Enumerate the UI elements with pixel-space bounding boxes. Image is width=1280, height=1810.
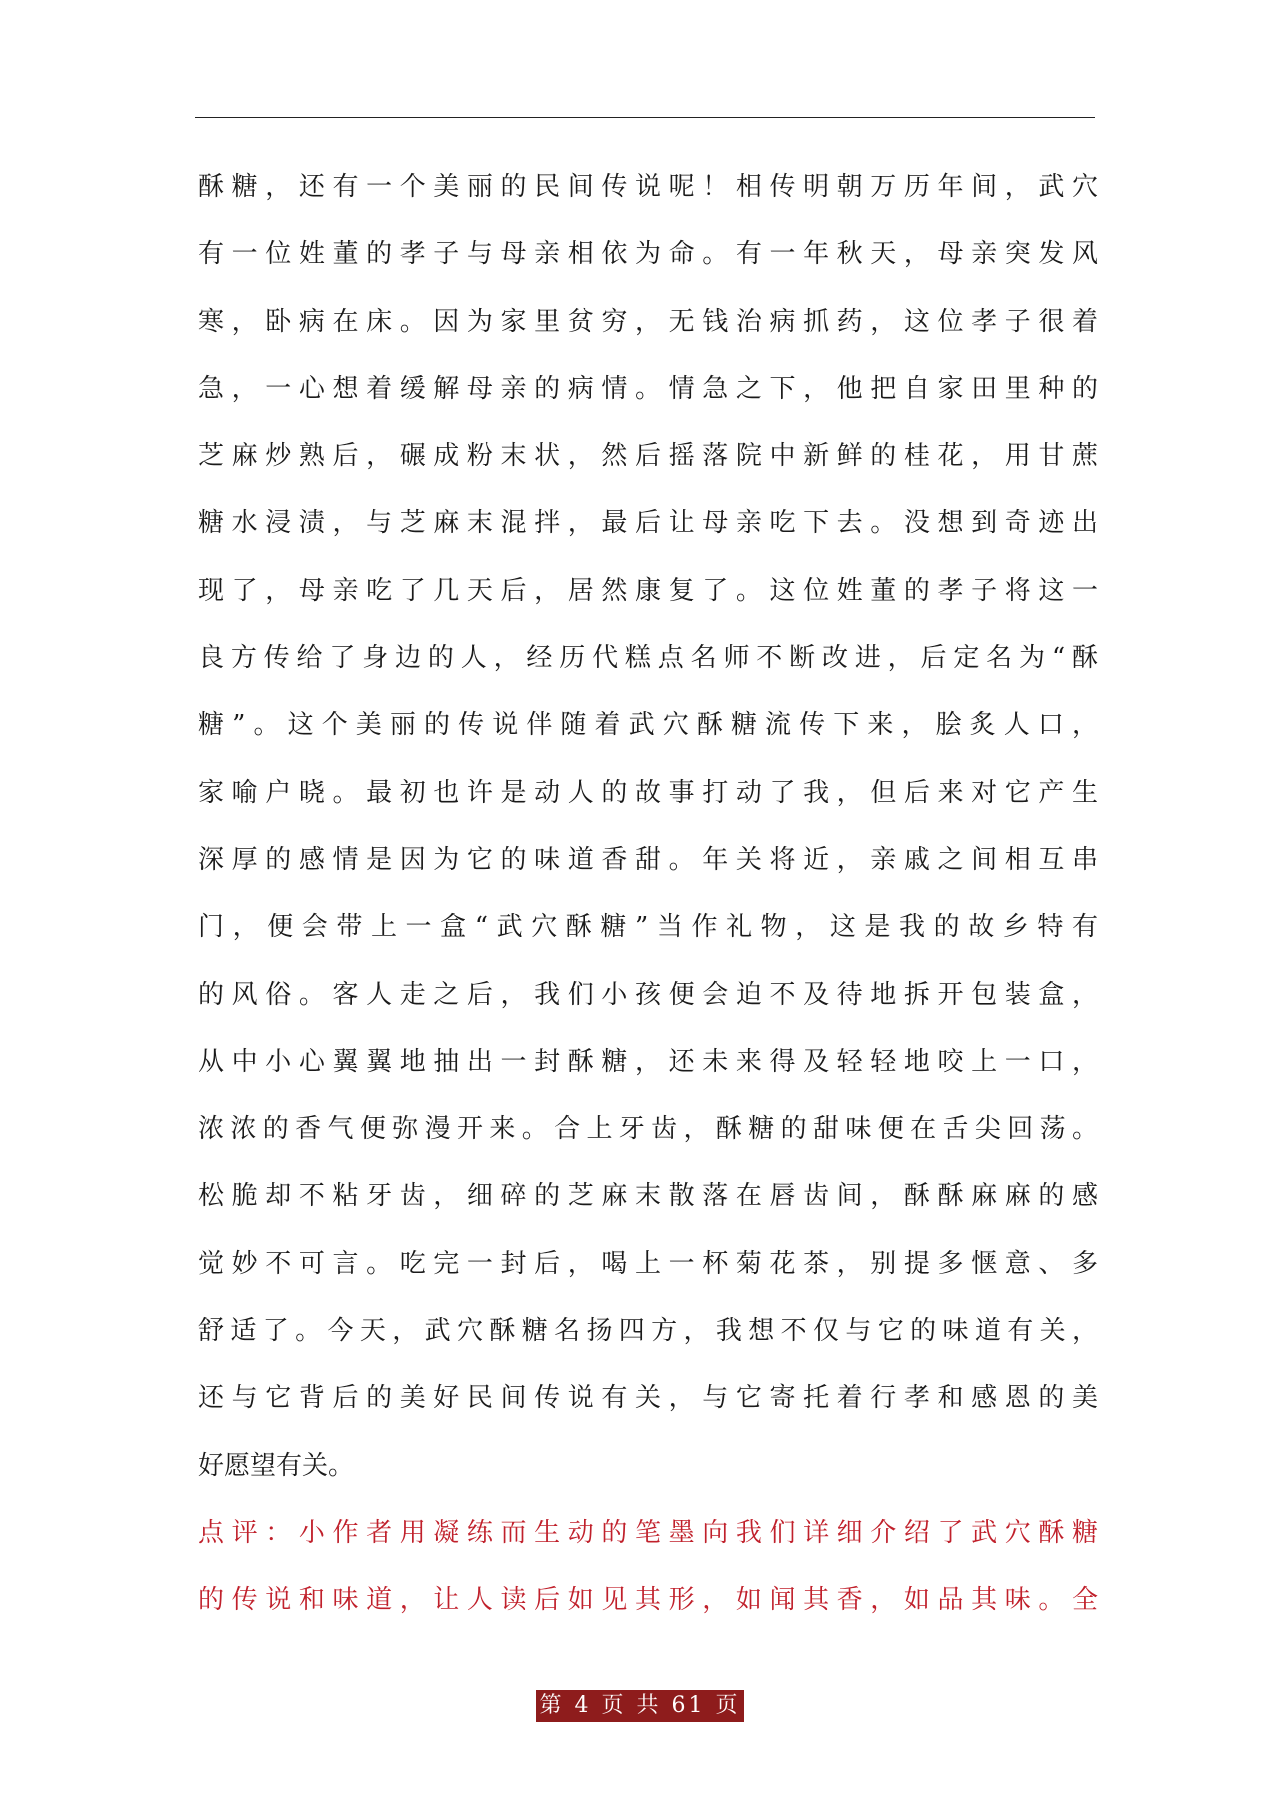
article-text	[198, 167, 1098, 1648]
text-line: 糖”。这个美丽的传说伴随着武穴酥糖流传下来，脍炙人口，	[198, 710, 1098, 741]
text-line: 深厚的感情是因为它的味道香甜。年关将近，亲戚之间相互串	[198, 844, 1098, 875]
text-line: 从中小心翼翼地抽出一封酥糖，还未来得及轻轻地咬上一口，	[198, 1046, 1098, 1077]
text-line: 家喻户晓。最初也许是动人的故事打动了我，但后来对它产生	[198, 777, 1098, 808]
header-rule	[195, 117, 1095, 118]
text-line: 的风俗。客人走之后，我们小孩便会迫不及待地拆开包装盒，	[198, 979, 1098, 1010]
comment-line: 的传说和味道，让人读后如见其形，如闻其香，如品其味。全	[198, 1585, 1098, 1616]
text-line: 门，便会带上一盒“武穴酥糖”当作礼物，这是我的故乡特有	[198, 912, 1098, 943]
text-line: 舒适了。今天，武穴酥糖名扬四方，我想不仅与它的味道有关，	[198, 1316, 1098, 1347]
text-line: 糖水浸渍，与芝麻末混拌，最后让母亲吃下去。没想到奇迹出	[198, 508, 1098, 539]
text-line: 还与它背后的美好民间传说有关，与它寄托着行孝和感恩的美	[198, 1383, 1098, 1414]
text-line: 急，一心想着缓解母亲的病情。情急之下，他把自家田里种的	[198, 373, 1098, 404]
text-line: 酥糖，还有一个美丽的民间传说呢！相传明朝万历年间，武穴	[198, 172, 1098, 202]
page-number-badge: 第 4 页 共 61 页	[536, 1690, 745, 1722]
text-line: 良方传给了身边的人，经历代糕点名师不断改进，后定名为“酥	[198, 643, 1098, 674]
text-line: 浓浓的香气便弥漫开来。合上牙齿，酥糖的甜味便在舌尖回荡。	[198, 1114, 1098, 1145]
text-line: 现了，母亲吃了几天后，居然康复了。这位姓董的孝子将这一	[198, 575, 1098, 606]
text-line: 芝麻炒熟后，碾成粉末状，然后摇落院中新鲜的桂花，用甘蔗	[198, 441, 1098, 472]
text-line: 松脆却不粘牙齿，细碎的芝麻末散落在唇齿间，酥酥麻麻的感	[198, 1181, 1098, 1212]
page-footer	[0, 1690, 1280, 1722]
comment-line: 点评：小作者用凝练而生动的笔墨向我们详细介绍了武穴酥糖	[198, 1517, 1098, 1548]
text-line: 寒，卧病在床。因为家里贫穷，无钱治病抓药，这位孝子很着	[198, 306, 1098, 337]
teacher-comment	[198, 1513, 1098, 1648]
text-line: 觉妙不可言。吃完一封后，喝上一杯菊花茶，别提多惬意、多	[198, 1248, 1098, 1279]
text-line: 好愿望有关。	[198, 1450, 355, 1481]
text-line: 有一位姓董的孝子与母亲相依为命。有一年秋天，母亲突发风	[198, 239, 1098, 270]
